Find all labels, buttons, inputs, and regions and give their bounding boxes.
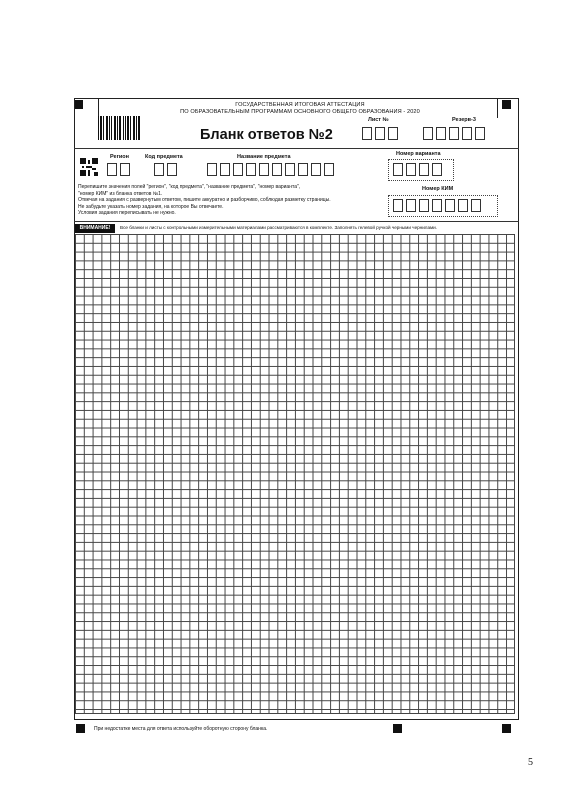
form-title: Бланк ответов №2	[200, 127, 333, 143]
barcode	[98, 116, 142, 140]
subject-name-box[interactable]	[259, 163, 269, 176]
instruction-line: Условия задания переписывать не нужно.	[78, 210, 176, 216]
footer-note: При недостатке места для ответа используйте оборотную сторону бланка.	[94, 726, 268, 732]
instruction-line: "номер КИМ" из бланка ответов №1.	[78, 190, 163, 197]
subject-name-box[interactable]	[246, 163, 256, 176]
subject-name-box[interactable]	[220, 163, 230, 176]
instructions-divider	[74, 221, 519, 222]
header-line-2: ПО ОБРАЗОВАТЕЛЬНЫМ ПРОГРАММАМ ОСНОВНОГО ОБЩЕГО ОБРАЗОВАНИЯ - 2020	[180, 109, 420, 115]
kim-label: Номер КИМ	[422, 186, 454, 192]
reserve-box[interactable]	[423, 127, 433, 140]
reserve-box[interactable]	[462, 127, 472, 140]
region-box[interactable]	[107, 163, 117, 176]
instruction-line: Перепишите значения полей "регион", "код предмета", "название предмета", "номер варианта",	[78, 184, 301, 190]
sheet-number-label: Лист №	[368, 117, 389, 123]
kim-box[interactable]	[393, 199, 403, 212]
alignment-marker-bottom-mid	[393, 724, 402, 733]
region-box[interactable]	[120, 163, 130, 176]
reserve-label: Резерв-3	[452, 117, 476, 123]
instruction-line: Отвечая на задания с развернутым ответом, пишите аккуратно и разборчиво, соблюдая разметку страницы.	[78, 197, 331, 203]
header-divider	[74, 148, 519, 149]
page-number: 5	[528, 757, 533, 768]
warning-badge: ВНИМАНИЕ!	[75, 224, 115, 233]
instruction-line: Не забудьте указать номер задания, на которое Вы отвечаете.	[78, 203, 224, 210]
variant-box[interactable]	[393, 163, 403, 176]
variant-label: Номер варианта	[396, 151, 441, 157]
kim-box[interactable]	[432, 199, 442, 212]
sheet-number-box[interactable]	[388, 127, 398, 140]
answer-grid[interactable]	[75, 234, 515, 714]
subject-name-box[interactable]	[272, 163, 282, 176]
kim-box[interactable]	[445, 199, 455, 212]
alignment-marker-bottom-left	[76, 724, 85, 733]
subject-name-box[interactable]	[233, 163, 243, 176]
subject-code-box[interactable]	[167, 163, 177, 176]
variant-box[interactable]	[432, 163, 442, 176]
subject-name-box[interactable]	[324, 163, 334, 176]
variant-box[interactable]	[419, 163, 429, 176]
subject-name-label: Название предмета	[237, 154, 291, 160]
reserve-box[interactable]	[436, 127, 446, 140]
qr-code-icon	[80, 158, 98, 176]
reserve-box[interactable]	[475, 127, 485, 140]
sheet-number-box[interactable]	[375, 127, 385, 140]
subject-code-box[interactable]	[154, 163, 164, 176]
subject-name-box[interactable]	[298, 163, 308, 176]
variant-box[interactable]	[406, 163, 416, 176]
reserve-box[interactable]	[449, 127, 459, 140]
kim-box[interactable]	[406, 199, 416, 212]
header-line-1: ГОСУДАРСТВЕННАЯ ИТОГОВАЯ АТТЕСТАЦИЯ	[235, 102, 365, 108]
alignment-marker-bottom-right	[502, 724, 511, 733]
kim-field	[388, 195, 498, 217]
sheet-number-box[interactable]	[362, 127, 372, 140]
kim-box[interactable]	[419, 199, 429, 212]
subject-code-label: Код предмета	[145, 154, 183, 160]
subject-name-box[interactable]	[311, 163, 321, 176]
header-tab	[98, 98, 498, 118]
warning-text: Все бланки и листы с контрольными измерительными материалами рассматриваются в комплекте. Заполнять гелевой ручкой черными чернилами.	[120, 225, 438, 230]
subject-name-box[interactable]	[285, 163, 295, 176]
kim-box[interactable]	[458, 199, 468, 212]
kim-box[interactable]	[471, 199, 481, 212]
region-label: Регион	[110, 154, 129, 160]
subject-name-box[interactable]	[207, 163, 217, 176]
